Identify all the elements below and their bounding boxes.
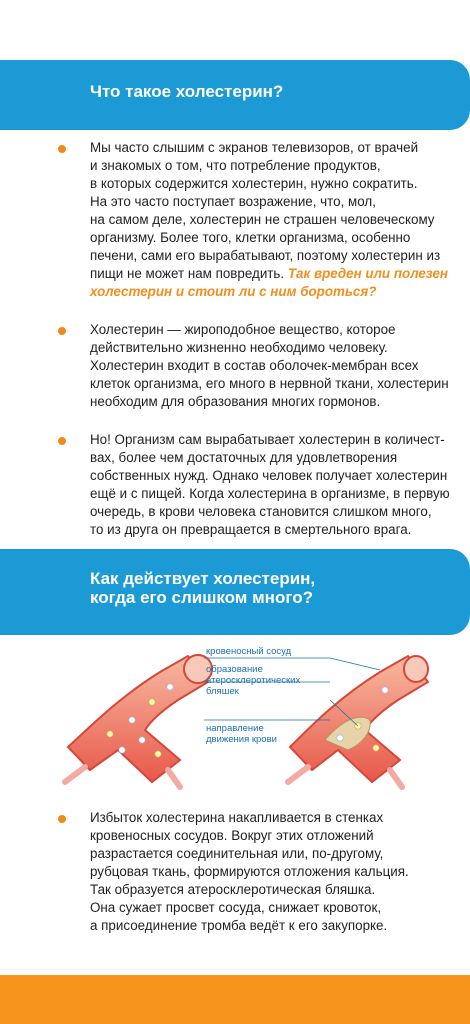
title-line: когда его слишком много? [90,588,313,607]
emphasis-question: Так вреден или полезен [287,266,448,281]
label-plaque-formation: атеросклеротических [206,675,301,686]
text-line: Так образуется атеросклеротическая бляшка. [90,882,376,897]
text-line: Избыток холестерина накапливается в стенках [90,810,384,825]
paragraph-intro [90,139,465,301]
paragraph-plaque [90,809,465,935]
healthy-vessel [65,655,212,787]
text-line: а присоединение тромба ведёт к его закупорке. [90,918,388,933]
section-banner-how-cholesterol-acts [0,549,470,635]
label-blood-flow-direction: направление [206,723,264,734]
text-line-with-emphasis [90,265,465,283]
label-plaque-formation: бляшек [206,686,239,697]
text-line: и знакомых о том, что потребление продуктов, [90,158,381,173]
text-line: необходим для образования многих гормонов. [90,394,381,409]
text-line: действительно жизненно необходимо человеку. [90,340,388,355]
paragraph-warning [90,431,465,539]
text-line: очередь, в крови человека становится слишком много, [90,504,432,519]
text-line: Но! Организм сам вырабатывает холестерин в количест- [90,432,445,447]
title-line: Как действует холестерин, [90,569,316,588]
section-banner-what-is-cholesterol [0,60,470,130]
bullet-icon [58,327,66,335]
text-fragment: пищи не может нам повредить. [90,266,285,281]
text-line: Холестерин входит в состав оболочек-мембран всех [90,358,419,373]
footer-bar [0,975,470,1024]
text-line: На это часто поступает возражение, что, мол, [90,194,376,209]
text-line: Холестерин — жироподобное вещество, которое [90,322,396,337]
bullet-icon [58,145,66,153]
text-line: на самом деле, холестерин не страшен человеческому [90,212,435,227]
label-blood-flow-direction: движения крови [206,734,277,745]
text-line: Она сужает просвет сосуда, снижает кровоток, [90,900,382,915]
bullet-icon [58,815,66,823]
emphasis-question: холестерин и стоит ли с ним бороться? [90,284,377,299]
text-line: то из друга он превращается в смертельного врага. [90,522,412,537]
text-line: Мы часто слышим с экранов телевизоров, от врачей [90,140,419,155]
paragraph-definition [90,321,465,411]
text-line: клеток организма, его много в нервной ткани, холестерин [90,376,449,391]
vessel-with-plaques [288,656,428,787]
text-line: собственных нужд. Однако человек получает холестерин [90,468,448,483]
text-line: организму. Более того, клетки организма, особенно [90,230,411,245]
bullet-icon [58,437,66,445]
text-line: печени, сами его вырабатывают, поэтому холестерин из [90,248,441,263]
section-title: Что такое холестерин? [90,82,284,101]
text-line: вах, более чем достаточных для удовлетворения [90,450,398,465]
text-line: ещё и с пищей. Когда холестерина в организме, в первую [90,486,450,501]
text-line: разрастается соединительная или, по-другому, [90,846,384,861]
text-line: в которых содержится холестерин, нужно сократить. [90,176,418,191]
label-plaque-formation: образование [206,664,263,675]
text-line: кровеносных сосудов. Вокруг этих отложений [90,828,374,843]
blood-vessel-illustration [40,642,430,792]
section-title [90,569,315,607]
label-blood-vessel: кровеносный сосуд [206,646,292,657]
text-line: рубцовая ткань, формируются отложения кальция. [90,864,409,879]
